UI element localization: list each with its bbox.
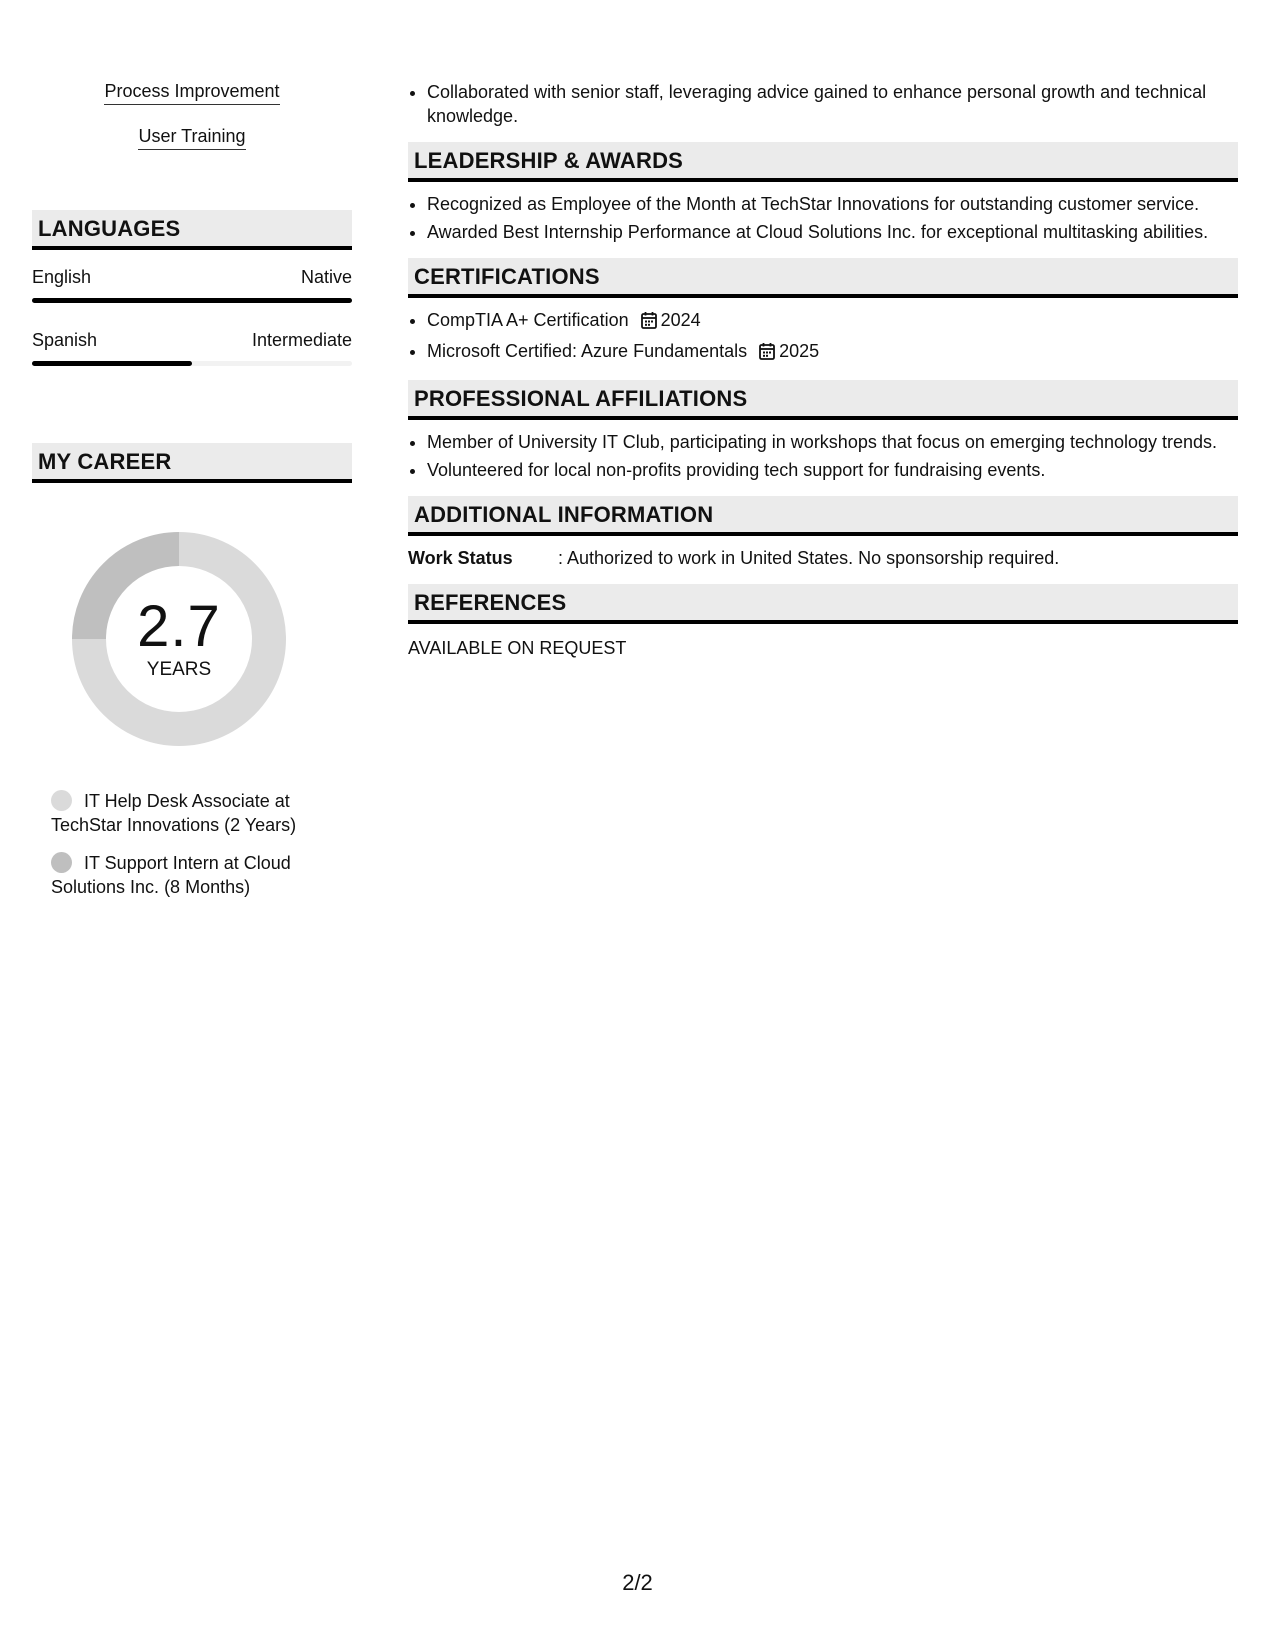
additional-info-heading: ADDITIONAL INFORMATION xyxy=(408,496,1238,536)
career-legend xyxy=(51,789,351,899)
skills-list xyxy=(32,80,352,170)
skill-item: Process Improvement xyxy=(104,80,279,105)
affiliations-heading: PROFESSIONAL AFFILIATIONS xyxy=(408,380,1238,420)
career-heading: MY CAREER xyxy=(32,443,352,483)
legend-item xyxy=(51,789,351,837)
certifications-heading: CERTIFICATIONS xyxy=(408,258,1238,298)
list-item xyxy=(427,308,1238,335)
work-status-value: : Authorized to work in United States. No sponsorship required. xyxy=(558,548,1060,568)
language-level: Intermediate xyxy=(251,330,352,350)
affiliations-list xyxy=(408,430,1238,482)
career-total-value: 2.7 xyxy=(137,594,221,659)
language-level: Native xyxy=(300,267,352,287)
legend-text: IT Support Intern at Cloud Solutions Inc. (8 Months) xyxy=(51,853,291,897)
list-item: • Recognized as Employee of the Month at TechStar Innovations for outstanding customer service. xyxy=(427,192,1238,216)
list-item: • Volunteered for local non-profits providing tech support for fundraising events. xyxy=(427,458,1238,482)
legend-dot xyxy=(51,852,72,873)
languages-section xyxy=(32,210,352,366)
list-item: • Awarded Best Internship Performance at Cloud Solutions Inc. for exceptional multitasking abilities. xyxy=(427,220,1238,244)
list-item xyxy=(427,339,1238,366)
experience-continued-list xyxy=(408,80,1238,128)
certification-year: 2025 xyxy=(779,341,820,361)
certification-year: 2024 xyxy=(660,310,701,330)
references-text: AVAILABLE ON REQUEST xyxy=(408,638,627,658)
work-status-row xyxy=(408,546,1238,570)
calendar-icon xyxy=(641,311,657,335)
references-heading: REFERENCES xyxy=(408,584,1238,624)
language-english xyxy=(32,266,352,303)
language-name: English xyxy=(32,267,92,287)
right-column xyxy=(408,80,1238,660)
certifications-list xyxy=(408,308,1238,366)
legend-item xyxy=(51,851,351,899)
left-column xyxy=(32,80,352,913)
page-number: 2/2 xyxy=(622,1570,653,1595)
work-status-label: Work Status xyxy=(408,548,513,568)
legend-text: IT Help Desk Associate at TechStar Innovations (2 Years) xyxy=(51,791,297,835)
leadership-heading: LEADERSHIP & AWARDS xyxy=(408,142,1238,182)
list-item: • Member of University IT Club, participating in workshops that focus on emerging technology trends. xyxy=(427,430,1238,454)
language-proficiency-fill xyxy=(32,361,192,366)
language-proficiency-bar xyxy=(32,298,352,303)
career-total-unit: YEARS xyxy=(146,659,212,680)
language-proficiency-fill xyxy=(32,298,352,303)
language-spanish xyxy=(32,329,352,366)
leadership-list xyxy=(408,192,1238,244)
list-item: • Collaborated with senior staff, leveraging advice gained to enhance personal growth and technical knowledge. xyxy=(427,80,1238,128)
languages-heading: LANGUAGES xyxy=(32,210,352,250)
language-proficiency-bar xyxy=(32,361,352,366)
career-section xyxy=(32,443,352,899)
career-donut-chart xyxy=(67,527,291,751)
calendar-icon xyxy=(759,342,775,366)
skill-item: User Training xyxy=(138,125,245,150)
legend-dot xyxy=(51,790,72,811)
language-name: Spanish xyxy=(32,330,98,350)
certification-name: CompTIA A+ Certification xyxy=(427,310,629,330)
certification-name: Microsoft Certified: Azure Fundamentals xyxy=(427,341,748,361)
